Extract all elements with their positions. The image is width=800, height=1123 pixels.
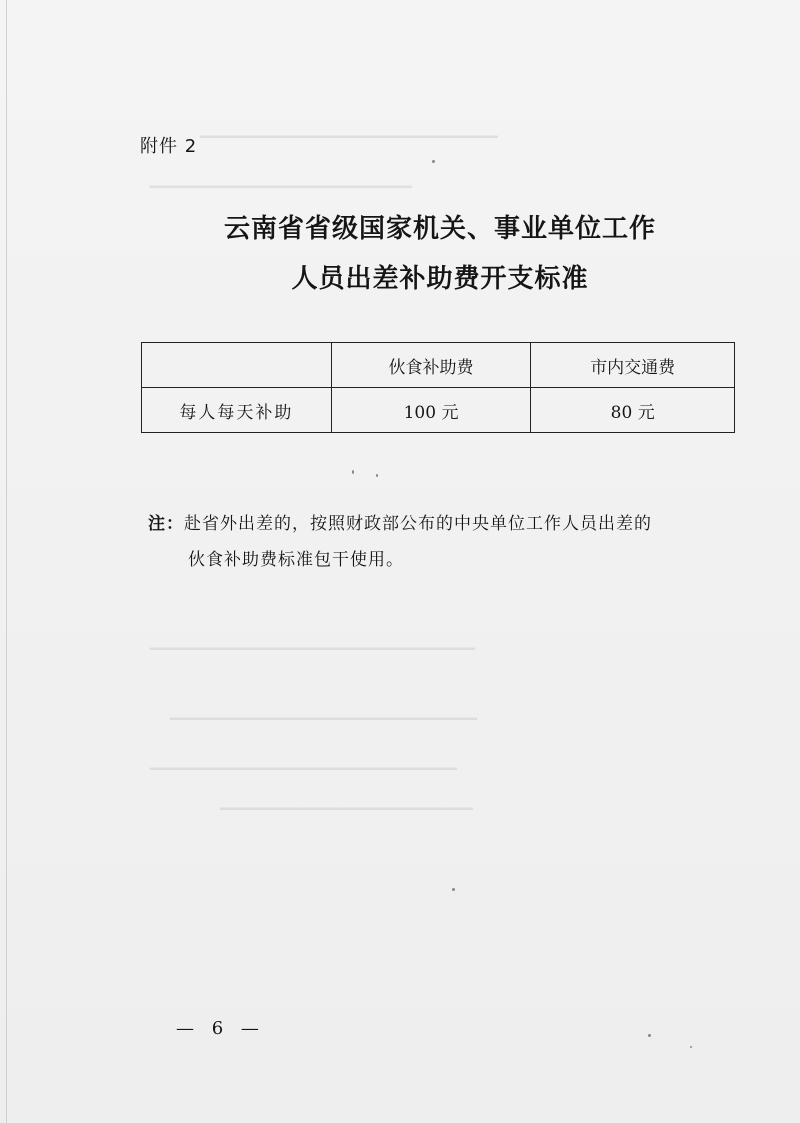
table-header-cell (142, 343, 332, 388)
bleed-through-texture: ━━━━━━━━━━━━━━━━━━━━━━━━━━━━━━━━━ (200, 128, 499, 146)
subsidy-standard-table (141, 342, 735, 433)
document-title-line-1: 云南省省级国家机关、事业单位工作 (223, 214, 656, 244)
table-header-row (142, 343, 735, 388)
footnote (148, 506, 748, 578)
scan-speck (452, 888, 455, 891)
scan-speck (432, 160, 435, 163)
footnote-label: 注： (148, 514, 184, 534)
table-header-cell: 市内交通费 (531, 343, 735, 388)
bleed-through-texture: ━━━━━━━━━━━━━━━━━━━━━━━━━━━━━ (150, 178, 412, 196)
table-header-cell: 伙食补助费 (331, 343, 531, 388)
scan-speck (352, 470, 354, 474)
page-fold-line (6, 0, 7, 1123)
scan-speck (648, 1034, 651, 1037)
table-cell: 100 元 (331, 388, 531, 433)
scan-speck (376, 474, 378, 477)
footnote-text-line-1: 赴省外出差的，按照财政部公布的中央单位工作人员出差的 (184, 514, 652, 534)
attachment-label: 附件 2 (140, 136, 198, 157)
table-cell: 80 元 (531, 388, 735, 433)
bleed-through-texture: ━━━━━━━━━━━━━━━━━━━━━━━━━━━━━━━━━━━━ (150, 640, 476, 658)
bleed-through-texture: ━━━━━━━━━━━━━━━━━━━━━━━━━━━━ (220, 800, 473, 818)
table-cell: 每人每天补助 (142, 388, 332, 433)
page-number: — 6 — (176, 1018, 265, 1039)
footnote-text-line-2: 伙食补助费标准包干使用。 (188, 550, 404, 570)
document-title-line-2: 人员出差补助费开支标准 (291, 264, 589, 294)
bleed-through-texture: ━━━━━━━━━━━━━━━━━━━━━━━━━━━━━━━━━━ (170, 710, 478, 728)
bleed-through-texture: ━━━━━━━━━━━━━━━━━━━━━━━━━━━━━━━━━━ (150, 760, 458, 778)
table-row (142, 388, 735, 433)
scan-speck (690, 1046, 692, 1048)
